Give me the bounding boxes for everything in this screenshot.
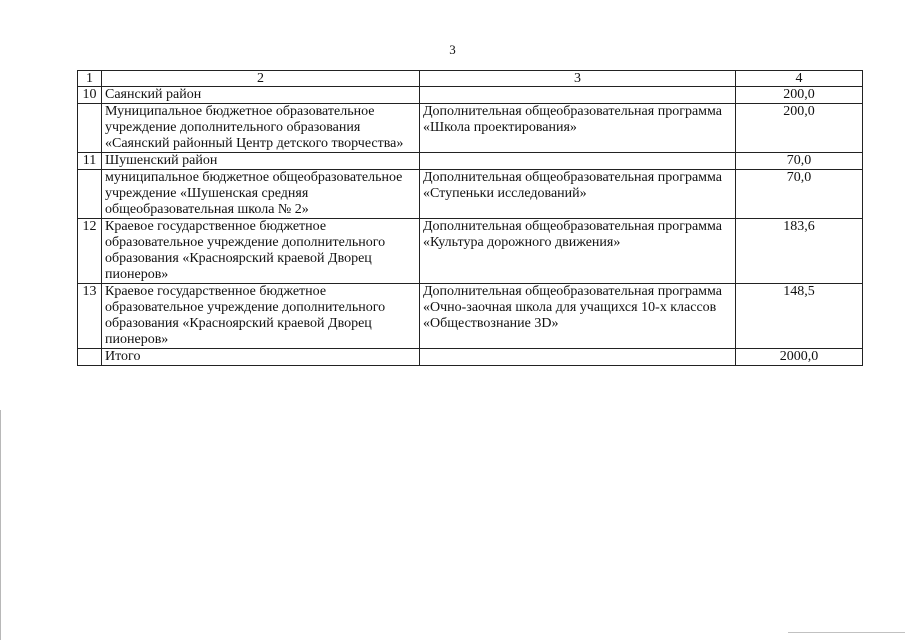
table-row <box>78 87 863 104</box>
allocation-table <box>77 70 863 366</box>
organization-name: Шушенский район <box>102 153 420 170</box>
organization-name: Саянский район <box>102 87 420 104</box>
program-name: Дополнительная общеобразовательная программа «Ступеньки исследований» <box>420 170 736 219</box>
row-number: 12 <box>78 219 102 284</box>
organization-name: Краевое государственное бюджетное образовательное учреждение дополнительного образования «Красноярский краевой Дворец пионеров» <box>102 219 420 284</box>
row-number <box>78 349 102 366</box>
amount: 70,0 <box>736 170 863 219</box>
program-name <box>420 153 736 170</box>
page-number: 3 <box>449 42 456 57</box>
amount: 200,0 <box>736 87 863 104</box>
table-row <box>78 170 863 219</box>
header-cell-1: 1 <box>78 71 102 87</box>
organization-name: Муниципальное бюджетное образовательное учреждение дополнительного образования «Саянский районный Центр детского творчества» <box>102 104 420 153</box>
row-number: 11 <box>78 153 102 170</box>
scan-edge-mark <box>0 410 1 640</box>
program-name: Дополнительная общеобразовательная программа «Школа проектирования» <box>420 104 736 153</box>
program-name <box>420 87 736 104</box>
header-cell-2: 2 <box>102 71 420 87</box>
program-name: Дополнительная общеобразовательная программа «Культура дорожного движения» <box>420 219 736 284</box>
table-row <box>78 219 863 284</box>
total-label: Итого <box>102 349 420 366</box>
organization-name: муниципальное бюджетное общеобразовательное учреждение «Шушенская средняя общеобразовательная школа № 2» <box>102 170 420 219</box>
table-row <box>78 104 863 153</box>
program-name <box>420 349 736 366</box>
header-cell-4: 4 <box>736 71 863 87</box>
table-row <box>78 153 863 170</box>
amount: 70,0 <box>736 153 863 170</box>
table-header-row <box>78 71 863 87</box>
amount: 148,5 <box>736 284 863 349</box>
organization-name: Краевое государственное бюджетное образовательное учреждение дополнительного образования «Красноярский краевой Дворец пионеров» <box>102 284 420 349</box>
amount: 183,6 <box>736 219 863 284</box>
scan-bottom-mark <box>788 632 905 633</box>
row-number <box>78 170 102 219</box>
row-number <box>78 104 102 153</box>
row-number: 13 <box>78 284 102 349</box>
total-amount: 2000,0 <box>736 349 863 366</box>
table-row <box>78 284 863 349</box>
amount: 200,0 <box>736 104 863 153</box>
header-cell-3: 3 <box>420 71 736 87</box>
row-number: 10 <box>78 87 102 104</box>
program-name: Дополнительная общеобразовательная программа «Очно-заочная школа для учащихся 10-х классов «Обществознание 3D» <box>420 284 736 349</box>
table-total-row <box>78 349 863 366</box>
